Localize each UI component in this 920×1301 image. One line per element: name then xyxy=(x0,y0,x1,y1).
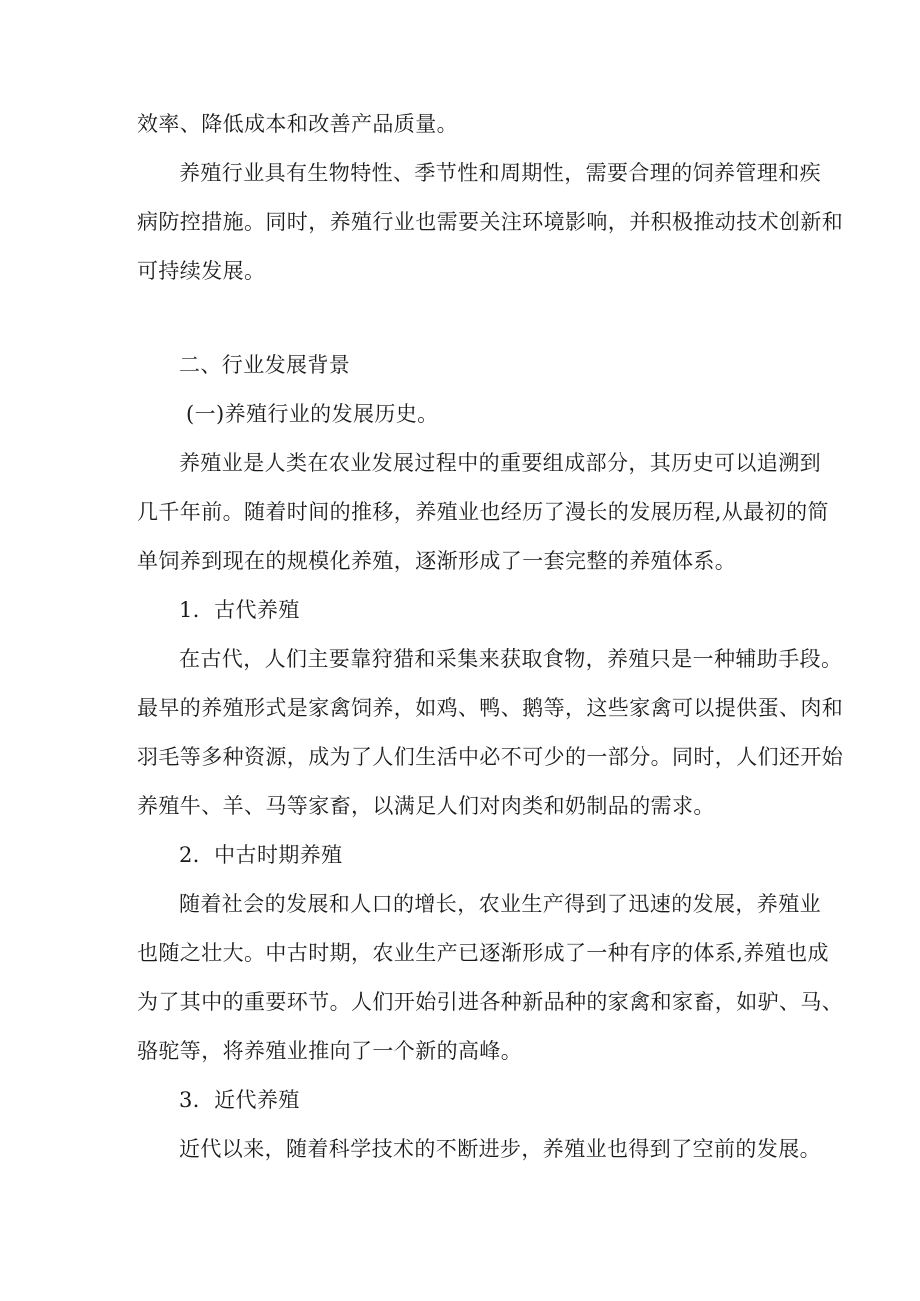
paragraph-line: 养殖行业具有生物特性、季节性和周期性，需要合理的饲养管理和疾 xyxy=(179,161,821,185)
paragraph-line: 养殖业是人类在农业发展过程中的重要组成部分，其历史可以追溯到 xyxy=(179,451,821,475)
paragraph-line: 近代以来，随着科学技术的不断进步，养殖业也得到了空前的发展。 xyxy=(179,1137,821,1161)
paragraph-line: 可持续发展。 xyxy=(137,259,266,283)
paragraph-line: 羽毛等多种资源，成为了人们生活中必不可少的一部分。同时，人们还开始 xyxy=(137,745,844,769)
paragraph-line: 几千年前。随着时间的推移，养殖业也经历了漫长的发展历程,从最初的简 xyxy=(137,500,829,524)
paragraph-line: 养殖牛、羊、马等家畜，以满足人们对肉类和奶制品的需求。 xyxy=(137,794,715,818)
subsection-heading: (一)养殖行业的发展历史。 xyxy=(186,402,439,426)
paragraph-line: 骆驼等，将养殖业推向了一个新的高峰。 xyxy=(137,1039,523,1063)
item-heading: 1．古代养殖 xyxy=(179,598,300,622)
paragraph-line: 单饲养到现在的规模化养殖，逐渐形成了一套完整的养殖体系。 xyxy=(137,549,737,573)
paragraph-line: 在古代，人们主要靠狩猎和采集来获取食物，养殖只是一种辅助手段。 xyxy=(179,647,843,671)
paragraph-line: 病防控措施。同时，养殖行业也需要关注环境影响，并积极推动技术创新和 xyxy=(137,210,844,234)
paragraph-line: 最早的养殖形式是家禽饲养，如鸡、鸭、鹅等，这些家禽可以提供蛋、肉和 xyxy=(137,696,844,720)
item-heading: 2．中古时期养殖 xyxy=(179,843,343,867)
section-heading: 二、行业发展背景 xyxy=(179,353,351,377)
paragraph-line: 效率、降低成本和改善产品质量。 xyxy=(137,112,458,136)
item-heading: 3．近代养殖 xyxy=(179,1088,300,1112)
paragraph-line: 为了其中的重要环节。人们开始引进各种新品种的家禽和家畜，如驴、马、 xyxy=(137,990,844,1014)
paragraph-line: 也随之壮大。中古时期，农业生产已逐渐形成了一种有序的体系,养殖也成 xyxy=(137,941,829,965)
paragraph-line: 随着社会的发展和人口的增长，农业生产得到了迅速的发展，养殖业 xyxy=(179,892,821,916)
